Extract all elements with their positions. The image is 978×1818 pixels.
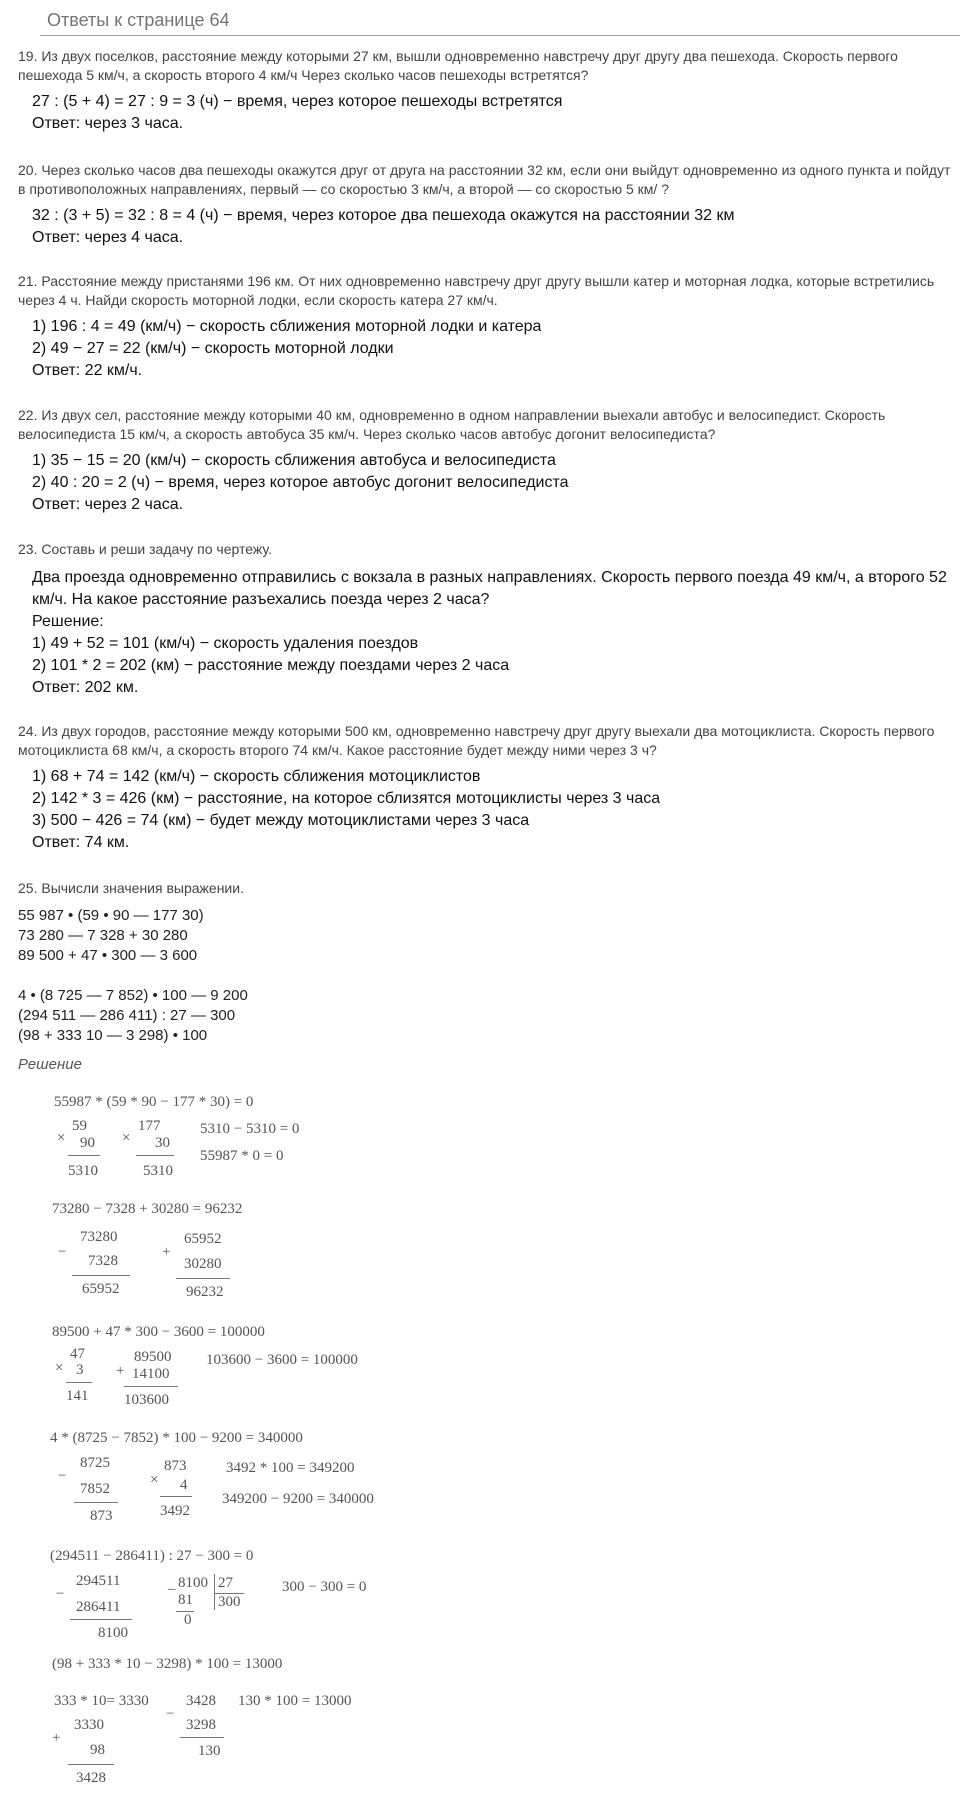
minus-sign: − <box>166 1706 175 1722</box>
problem-19 <box>18 47 958 135</box>
answer-line: Ответ: 74 км. <box>32 834 130 851</box>
result: 5310 <box>143 1163 173 1179</box>
step: 55987 * 0 = 0 <box>200 1148 284 1164</box>
result: 96232 <box>186 1284 224 1300</box>
equation: 89500 + 47 * 300 − 3600 = 100000 <box>52 1324 265 1340</box>
result: 873 <box>90 1508 113 1524</box>
operand: 65952 <box>184 1231 222 1247</box>
operand: 59 <box>72 1118 87 1134</box>
answer-line: Ответ: 202 км. <box>32 679 139 696</box>
step: 5310 − 5310 = 0 <box>200 1121 300 1137</box>
problem-21 <box>18 272 958 382</box>
minus-sign: − <box>58 1244 67 1260</box>
problem-answer <box>18 450 958 516</box>
operand: 98 <box>90 1742 105 1758</box>
operand: 177 <box>138 1118 161 1134</box>
operand: 4 <box>180 1477 188 1493</box>
dividend: 8100 <box>178 1575 208 1591</box>
operand: 30 <box>155 1135 170 1151</box>
page-title: Ответы к странице 64 <box>47 10 230 30</box>
answer-line: Решение: <box>32 613 104 630</box>
operand: 294511 <box>76 1573 121 1589</box>
answer-line: Ответ: 22 км/ч. <box>32 362 143 379</box>
plus-sign: + <box>52 1730 61 1746</box>
division-bar <box>214 1574 215 1610</box>
equation: 55987 * (59 * 90 − 177 * 30) = 0 <box>54 1094 254 1110</box>
underline <box>68 1764 114 1765</box>
step: 3492 * 100 = 349200 <box>226 1460 355 1476</box>
operand: 873 <box>164 1458 187 1474</box>
answer-line: Ответ: через 2 часа. <box>32 496 184 513</box>
result: 3428 <box>76 1770 106 1786</box>
answer-line: 1) 35 − 15 = 20 (км/ч) − скорость сближения автобуса и велосипедиста <box>32 452 556 469</box>
operand: 3 <box>76 1362 84 1378</box>
minus-sign: − <box>58 1468 67 1484</box>
operand: 3428 <box>186 1693 216 1709</box>
quotient: 300 <box>218 1594 241 1610</box>
step: 349200 − 9200 = 340000 <box>222 1491 374 1507</box>
problem-statement: 23. Составь и реши задачу по чертежу. <box>18 541 272 557</box>
answer-line: 2) 40 : 20 = 2 (ч) − время, через которое автобус догонит велосипедиста <box>32 474 569 491</box>
answer-line: 1) 196 : 4 = 49 (км/ч) − скорость сближения моторной лодки и катера <box>32 318 542 335</box>
underline <box>180 1737 224 1738</box>
operand: 90 <box>80 1135 95 1151</box>
underline <box>160 1496 192 1497</box>
underline <box>176 1278 230 1279</box>
problem-answer <box>18 91 958 135</box>
problem-answer <box>18 205 958 249</box>
operand: 73280 <box>80 1229 118 1245</box>
plus-sign: + <box>116 1363 125 1379</box>
answer-line: 2) 142 * 3 = 426 (км) − расстояние, на которое сблизятся мотоциклисты через 3 часа <box>32 790 661 807</box>
expression: 73 280 — 7 328 + 30 280 <box>18 927 188 944</box>
operand: 3298 <box>186 1717 216 1733</box>
operand: 7328 <box>88 1253 118 1269</box>
answer-line: 1) 68 + 74 = 142 (км/ч) − скорость сближения мотоциклистов <box>32 768 481 785</box>
equation: 4 * (8725 − 7852) * 100 − 9200 = 340000 <box>50 1430 303 1446</box>
problem-statement: 19. Из двух поселков, расстояние между которыми 27 км, вышли одновременно навстречу друг другу два пешехода. Скорость первого пешехода 5 км/ч, а скорость второго 4 км/ч Через сколько часов пешеходы встретятся? <box>18 48 898 83</box>
underline <box>72 1275 130 1276</box>
problem-answer <box>18 567 957 699</box>
operand: 14100 <box>132 1366 170 1382</box>
result: 141 <box>66 1388 89 1404</box>
answer-line: 2) 101 * 2 = 202 (км) − расстояние между поездами через 2 часа <box>32 657 510 674</box>
answer-line: Ответ: через 4 часа. <box>32 229 184 246</box>
problem-answer <box>18 766 958 854</box>
result: 3492 <box>160 1503 190 1519</box>
result: 5310 <box>68 1163 98 1179</box>
underline <box>70 1619 132 1620</box>
plus-sign: + <box>162 1244 171 1260</box>
equation: (98 + 333 * 10 − 3298) * 100 = 13000 <box>52 1656 283 1672</box>
result: 65952 <box>82 1281 120 1297</box>
equation: (294511 − 286411) : 27 − 300 = 0 <box>50 1548 254 1564</box>
expression: 4 • (8 725 — 7 852) • 100 — 9 200 <box>18 987 248 1004</box>
step: 333 * 10= 3330 <box>54 1693 149 1709</box>
divisor: 27 <box>218 1575 233 1591</box>
operand: 30280 <box>184 1256 222 1272</box>
remainder: 0 <box>184 1612 192 1628</box>
problem-23 <box>18 540 958 699</box>
operand: 3330 <box>74 1717 104 1733</box>
step: 300 − 300 = 0 <box>282 1579 367 1595</box>
problem-statement: 21. Расстояние между пристанями 196 км. От них одновременно навстречу друг другу вышли катер и моторная лодка, которые встретились через 4 ч. Найди скорость моторной лодки, если скорость катера 27 км/ч. <box>18 273 935 308</box>
underline <box>74 1502 118 1503</box>
answer-line: 27 : (5 + 4) = 27 : 9 = 3 (ч) − время, через которое пешеходы встретятся <box>32 93 563 110</box>
subtrahend: 81 <box>178 1592 193 1608</box>
answer-line: 3) 500 − 426 = 74 (км) − будет между мотоциклистами через 3 часа <box>32 812 530 829</box>
underline <box>124 1386 178 1387</box>
result: 8100 <box>98 1625 128 1641</box>
answer-line: 2) 49 − 27 = 22 (км/ч) − скорость моторной лодки <box>32 340 394 357</box>
expression: 55 987 • (59 • 90 — 177 30) <box>18 907 204 924</box>
problem-20 <box>18 161 958 249</box>
solution-label: Решение <box>18 1056 82 1073</box>
problem-25 <box>18 879 958 1073</box>
multiply-sign: × <box>150 1472 159 1488</box>
problem-statement: 20. Через сколько часов два пешеходы окажутся друг от друга на расстоянии 32 км, если они выйдут одновременно из одного пункта и пойдут в противоположных направлениях, первый — со скоростью 3 км/ч, а второй — со скоростью 5 км/ ? <box>18 162 951 197</box>
underline <box>66 1382 92 1383</box>
operand: 286411 <box>76 1599 121 1615</box>
problem-24 <box>18 722 958 854</box>
underline <box>136 1155 174 1156</box>
step: 103600 − 3600 = 100000 <box>206 1352 358 1368</box>
problem-22 <box>18 406 958 516</box>
multiply-sign: × <box>57 1130 66 1146</box>
answer-line: 32 : (3 + 5) = 32 : 8 = 4 (ч) − время, через которое два пешехода окажутся на расстоянии 32 км <box>32 207 735 224</box>
problem-statement: 22. Из двух сел, расстояние между которыми 40 км, одновременно в одном направлении выехали автобус и велосипедист. Скорость велосипедиста 15 км/ч, а скорость автобуса 35 км/ч. Через сколько часов автобус догонит велосипедиста? <box>18 407 886 442</box>
problem-statement: 25. Вычисли значения выражении. <box>18 880 244 896</box>
minus-sign: − <box>56 1586 65 1602</box>
operand: 7852 <box>80 1481 110 1497</box>
multiply-sign: × <box>55 1360 64 1376</box>
spacer <box>18 966 958 986</box>
expression: (294 511 — 286 411) : 27 — 300 <box>18 1007 236 1024</box>
underline <box>68 1155 100 1156</box>
equation: 73280 − 7328 + 30280 = 96232 <box>52 1201 243 1217</box>
task-text: Два проезда одновременно отправились с вокзала в разных направлениях. Скорость первого поезда 49 км/ч, а второго 52 км/ч. На какое расстояние разъехались поезда через 2 часа? <box>32 569 947 608</box>
problem-answer <box>18 316 958 382</box>
expression: 89 500 + 47 • 300 — 3 600 <box>18 947 198 964</box>
answer-line: Ответ: через 3 часа. <box>32 115 184 132</box>
step: 130 * 100 = 13000 <box>238 1693 352 1709</box>
operand: 47 <box>70 1346 85 1362</box>
expression: (98 + 333 10 — 3 298) • 100 <box>18 1027 208 1044</box>
result: 130 <box>198 1743 221 1759</box>
operand: 8725 <box>80 1455 110 1471</box>
problem-statement: 24. Из двух городов, расстояние между которыми 500 км, одновременно навстречу друг другу выехали два мотоциклиста. Скорость первого мотоциклиста 68 км/ч, а скорость второго 74 км/ч. Какое расстояние будет между ними через 3 ч? <box>18 723 935 758</box>
multiply-sign: × <box>122 1130 131 1146</box>
result: 103600 <box>124 1392 169 1408</box>
title-divider <box>40 35 960 36</box>
operand: 89500 <box>134 1349 172 1365</box>
division-sign: _ <box>168 1576 176 1592</box>
answer-line: 1) 49 + 52 = 101 (км/ч) − скорость удаления поездов <box>32 635 419 652</box>
